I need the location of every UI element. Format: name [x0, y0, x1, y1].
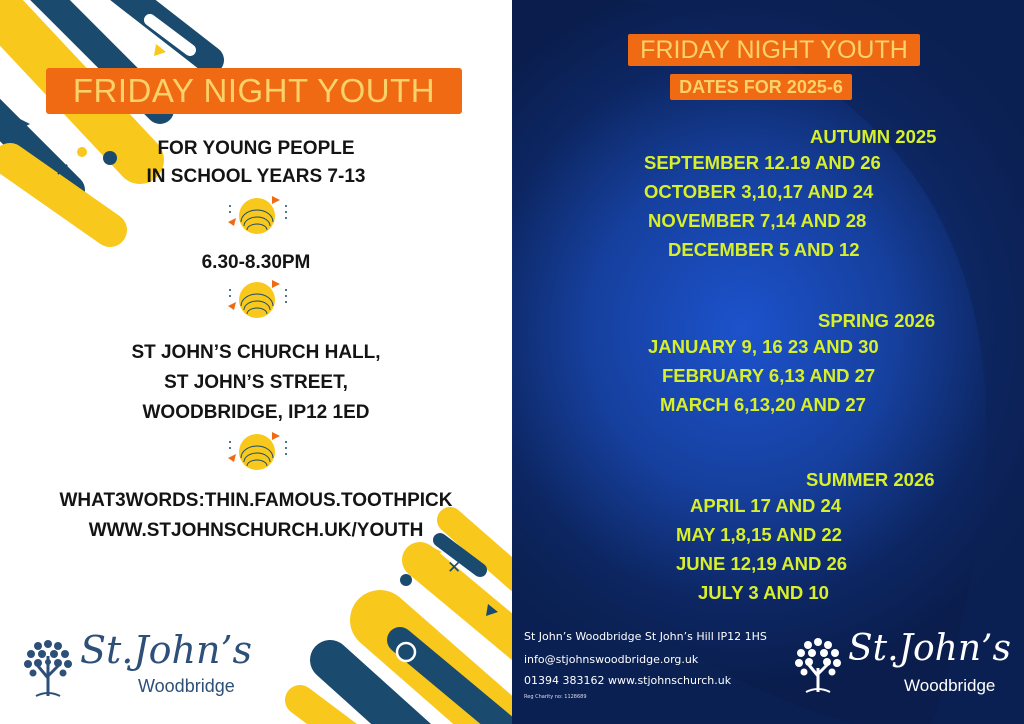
left-title: FRIDAY NIGHT YOUTH: [72, 72, 436, 109]
svg-text:✕: ✕: [55, 160, 71, 181]
audience-line-1: FOR YOUNG PEOPLE: [157, 138, 355, 159]
right-title: FRIDAY NIGHT YOUTH: [640, 35, 908, 64]
list-item: SEPTEMBER 12.19 AND 26: [644, 152, 881, 173]
dates-subtitle: DATES FOR 2025-6: [679, 76, 843, 97]
svg-text:✕: ✕: [447, 558, 462, 578]
tree-logo-icon: [790, 630, 846, 696]
summer-heading: SUMMER 2026: [806, 469, 935, 490]
footer-address: St John’s Woodbridge St John’s Hill IP12 1HS: [524, 630, 767, 643]
dates-subbanner: [670, 74, 852, 100]
list-item: MAY 1,8,15 AND 22: [676, 524, 842, 545]
autumn-heading: AUTUMN 2025: [810, 126, 937, 147]
right-title-banner: [628, 34, 920, 66]
left-title-banner: [46, 68, 462, 114]
website-text: WWW.STJOHNSCHURCH.UK/YOUTH: [88, 520, 424, 541]
list-item: JANUARY 9, 16 23 AND 30: [648, 336, 879, 357]
footer-charity: Reg Charity no: 1128689: [524, 694, 587, 700]
list-item: DECEMBER 5 AND 12: [668, 239, 860, 260]
list-item: JULY 3 AND 10: [698, 582, 829, 603]
time-text: 6.30-8.30PM: [201, 252, 311, 273]
list-item: OCTOBER 3,10,17 AND 24: [644, 181, 874, 202]
what3words-text: WHAT3WORDS:THIN.FAMOUS.TOOTHPICK: [59, 490, 453, 511]
spring-heading: SPRING 2026: [818, 310, 936, 331]
venue-line-1: ST JOHN’S CHURCH HALL,: [131, 342, 381, 363]
right-logo-place: Woodbridge: [904, 676, 996, 695]
list-item: NOVEMBER 7,14 AND 28: [648, 210, 867, 231]
sun-icon: [224, 276, 290, 322]
left-logo-name: St.John’s: [80, 628, 253, 672]
venue-line-2: ST JOHN’S STREET,: [164, 372, 348, 393]
tree-logo-icon: [18, 630, 78, 700]
list-item: APRIL 17 AND 24: [690, 495, 842, 516]
sun-icon: [224, 192, 290, 238]
audience-line-2: IN SCHOOL YEARS 7-13: [146, 166, 366, 187]
left-logo-place: Woodbridge: [138, 676, 235, 696]
footer-phone-web: 01394 383162 www.stjohnschurch.uk: [524, 674, 732, 687]
footer-email: info@stjohnswoodbridge.org.uk: [524, 653, 699, 666]
list-item: MARCH 6,13,20 AND 27: [660, 394, 866, 415]
right-logo-name: St.John’s: [848, 628, 1011, 669]
list-item: FEBRUARY 6,13 AND 27: [662, 365, 876, 386]
background-swoop: [512, 0, 1024, 724]
list-item: JUNE 12,19 AND 26: [676, 553, 848, 574]
venue-line-3: WOODBRIDGE, IP12 1ED: [142, 402, 370, 423]
right-poster: [512, 0, 1024, 724]
sun-icon: [224, 428, 290, 474]
